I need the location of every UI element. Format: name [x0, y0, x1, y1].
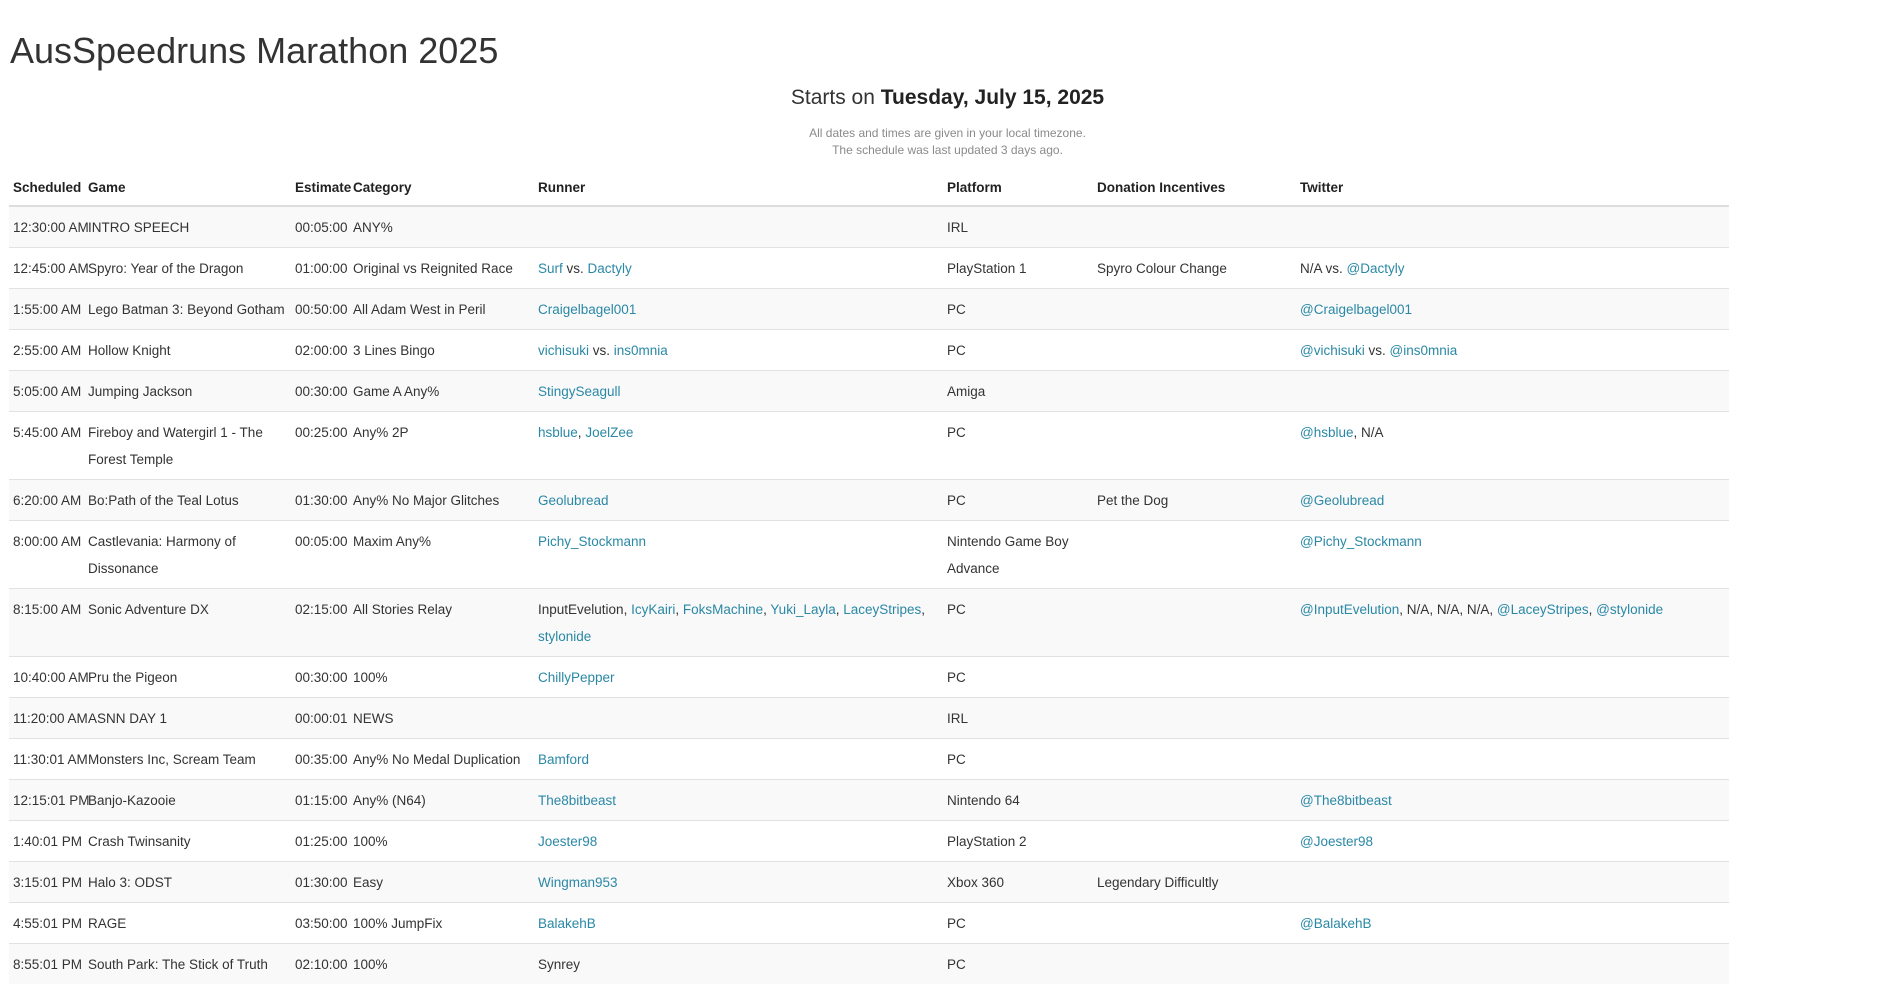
twitter-cell [1296, 480, 1729, 521]
game-cell: Pru the Pigeon [84, 657, 291, 698]
scheduled-cell: 8:00:00 AM [9, 521, 84, 589]
runner-cell [534, 248, 943, 289]
scheduled-cell: 12:30:00 AM [9, 206, 84, 248]
game-cell: Castlevania: Harmony of Dissonance [84, 521, 291, 589]
schedule-table [9, 172, 1729, 984]
table-row [9, 862, 1729, 903]
table-row [9, 739, 1729, 780]
scheduled-cell: 10:40:00 AM [9, 657, 84, 698]
estimate-cell: 00:05:00 [291, 206, 349, 248]
category-cell: Original vs Reignited Race [349, 248, 534, 289]
separator: vs. [589, 343, 614, 358]
twitter-handle-link[interactable]: @BalakehB [1300, 916, 1372, 931]
twitter-cell [1296, 698, 1729, 739]
runner-link[interactable]: vichisuki [538, 343, 589, 358]
table-row [9, 698, 1729, 739]
incentive-cell [1093, 330, 1296, 371]
scheduled-cell: 3:15:01 PM [9, 862, 84, 903]
runner-link[interactable]: FoksMachine [683, 602, 763, 617]
estimate-cell: 00:25:00 [291, 412, 349, 480]
runner-text: InputEvelution [538, 602, 624, 617]
runner-link[interactable]: Craigelbagel001 [538, 302, 636, 317]
platform-cell: Xbox 360 [943, 862, 1093, 903]
runner-cell [534, 903, 943, 944]
runner-link[interactable]: Bamford [538, 752, 589, 767]
twitter-cell [1296, 206, 1729, 248]
category-cell: 3 Lines Bingo [349, 330, 534, 371]
incentive-cell [1093, 521, 1296, 589]
twitter-cell [1296, 589, 1729, 657]
twitter-cell [1296, 821, 1729, 862]
category-cell: Any% 2P [349, 412, 534, 480]
game-cell: Bo:Path of the Teal Lotus [84, 480, 291, 521]
estimate-cell: 00:00:01 [291, 698, 349, 739]
twitter-cell [1296, 739, 1729, 780]
category-cell: Any% No Medal Duplication [349, 739, 534, 780]
twitter-cell [1296, 657, 1729, 698]
table-row [9, 780, 1729, 821]
twitter-handle-text: N/A [1361, 425, 1384, 440]
col-header-category[interactable]: Category [349, 172, 534, 206]
estimate-cell: 02:15:00 [291, 589, 349, 657]
twitter-handle-link[interactable]: @LaceyStripes [1497, 602, 1589, 617]
estimate-cell: 00:30:00 [291, 657, 349, 698]
table-row [9, 371, 1729, 412]
twitter-cell [1296, 248, 1729, 289]
table-row [9, 821, 1729, 862]
starts-prefix: Starts on [791, 86, 875, 109]
platform-cell: PC [943, 944, 1093, 984]
twitter-cell [1296, 371, 1729, 412]
twitter-cell [1296, 903, 1729, 944]
table-row [9, 944, 1729, 984]
incentive-cell [1093, 821, 1296, 862]
estimate-cell: 01:30:00 [291, 480, 349, 521]
runner-link[interactable]: Pichy_Stockmann [538, 534, 646, 549]
runner-cell [534, 862, 943, 903]
runner-cell [534, 206, 943, 248]
scheduled-cell: 1:55:00 AM [9, 289, 84, 330]
runner-link[interactable]: Dactyly [588, 261, 632, 276]
incentive-cell [1093, 371, 1296, 412]
twitter-handle-link[interactable]: @Craigelbagel001 [1300, 302, 1412, 317]
scheduled-cell: 11:30:01 AM [9, 739, 84, 780]
runner-cell [534, 589, 943, 657]
platform-cell: PC [943, 739, 1093, 780]
runner-link[interactable]: Geolubread [538, 493, 609, 508]
category-cell: All Stories Relay [349, 589, 534, 657]
table-row [9, 480, 1729, 521]
starts-date: Tuesday, July 15, 2025 [881, 86, 1104, 109]
separator: , [1589, 602, 1597, 617]
incentive-cell: Legendary Difficultly [1093, 862, 1296, 903]
timezone-note: All dates and times are given in your local timezone. [0, 125, 1895, 142]
table-row [9, 330, 1729, 371]
scheduled-cell: 2:55:00 AM [9, 330, 84, 371]
category-cell: 100% JumpFix [349, 903, 534, 944]
runner-link[interactable]: BalakehB [538, 916, 596, 931]
twitter-handle-link[interactable]: @InputEvelution [1300, 602, 1399, 617]
separator: , [1459, 602, 1467, 617]
scheduled-cell: 4:55:01 PM [9, 903, 84, 944]
runner-cell [534, 698, 943, 739]
platform-cell: Amiga [943, 371, 1093, 412]
twitter-cell [1296, 780, 1729, 821]
scheduled-cell: 5:05:00 AM [9, 371, 84, 412]
twitter-handle-link[interactable]: @ins0mnia [1389, 343, 1457, 358]
runner-cell [534, 412, 943, 480]
runner-cell [534, 371, 943, 412]
runner-link[interactable]: Surf [538, 261, 563, 276]
incentive-cell [1093, 944, 1296, 984]
incentive-cell [1093, 780, 1296, 821]
game-cell: Lego Batman 3: Beyond Gotham [84, 289, 291, 330]
incentive-cell [1093, 903, 1296, 944]
incentive-cell [1093, 698, 1296, 739]
separator: , [675, 602, 683, 617]
twitter-handle-link[interactable]: @Joester98 [1300, 834, 1373, 849]
platform-cell: PC [943, 903, 1093, 944]
start-date-banner [0, 86, 1895, 110]
runner-cell [534, 657, 943, 698]
scheduled-cell: 8:55:01 PM [9, 944, 84, 984]
runner-cell [534, 780, 943, 821]
separator: vs. [1322, 261, 1347, 276]
scheduled-cell: 1:40:01 PM [9, 821, 84, 862]
separator: , [836, 602, 844, 617]
col-header-twitter[interactable]: Twitter [1296, 172, 1729, 206]
scheduled-cell: 5:45:00 AM [9, 412, 84, 480]
platform-cell: PlayStation 2 [943, 821, 1093, 862]
twitter-handle-text: N/A [1467, 602, 1490, 617]
twitter-handle-text: N/A [1437, 602, 1460, 617]
twitter-cell [1296, 521, 1729, 589]
scheduled-cell: 12:45:00 AM [9, 248, 84, 289]
twitter-handle-link[interactable]: @stylonide [1596, 602, 1663, 617]
estimate-cell: 00:30:00 [291, 371, 349, 412]
incentive-cell [1093, 657, 1296, 698]
platform-cell: PC [943, 330, 1093, 371]
platform-cell: Nintendo 64 [943, 780, 1093, 821]
estimate-cell: 00:35:00 [291, 739, 349, 780]
runner-link[interactable]: Wingman953 [538, 875, 618, 890]
incentive-cell: Spyro Colour Change [1093, 248, 1296, 289]
twitter-cell [1296, 862, 1729, 903]
platform-cell: PC [943, 589, 1093, 657]
table-row [9, 248, 1729, 289]
twitter-handle-text: N/A [1300, 261, 1322, 276]
separator: vs. [1365, 343, 1390, 358]
scheduled-cell: 12:15:01 PM [9, 780, 84, 821]
incentive-cell [1093, 206, 1296, 248]
estimate-cell: 01:15:00 [291, 780, 349, 821]
col-header-estimate[interactable]: Estimate [291, 172, 349, 206]
category-cell: Easy [349, 862, 534, 903]
table-row [9, 657, 1729, 698]
page-title: AusSpeedruns Marathon 2025 [10, 30, 498, 72]
platform-cell: PC [943, 657, 1093, 698]
game-cell: South Park: The Stick of Truth [84, 944, 291, 984]
table-row [9, 589, 1729, 657]
incentive-cell [1093, 412, 1296, 480]
platform-cell: PC [943, 412, 1093, 480]
game-cell: Banjo-Kazooie [84, 780, 291, 821]
runner-cell [534, 821, 943, 862]
twitter-handle-link[interactable]: @Pichy_Stockmann [1300, 534, 1422, 549]
incentive-cell [1093, 289, 1296, 330]
table-header-row [9, 172, 1729, 206]
game-cell: Spyro: Year of the Dragon [84, 248, 291, 289]
runner-link[interactable]: Joester98 [538, 834, 597, 849]
game-cell: Crash Twinsanity [84, 821, 291, 862]
estimate-cell: 03:50:00 [291, 903, 349, 944]
separator: , [1489, 602, 1497, 617]
separator: , [1354, 425, 1362, 440]
category-cell: Any% (N64) [349, 780, 534, 821]
game-cell: Halo 3: ODST [84, 862, 291, 903]
runner-link[interactable]: JoelZee [585, 425, 633, 440]
runner-cell [534, 289, 943, 330]
category-cell: 100% [349, 944, 534, 984]
category-cell: Game A Any% [349, 371, 534, 412]
twitter-handle-text: N/A [1407, 602, 1430, 617]
runner-link[interactable]: StingySeagull [538, 384, 621, 399]
category-cell: 100% [349, 657, 534, 698]
separator: , [763, 602, 770, 617]
col-header-donation-incentives[interactable]: Donation Incentives [1093, 172, 1296, 206]
twitter-cell [1296, 330, 1729, 371]
category-cell: All Adam West in Peril [349, 289, 534, 330]
game-cell: RAGE [84, 903, 291, 944]
runner-cell [534, 480, 943, 521]
game-cell: Sonic Adventure DX [84, 589, 291, 657]
platform-cell: IRL [943, 206, 1093, 248]
runner-link[interactable]: ChillyPepper [538, 670, 615, 685]
platform-cell: IRL [943, 698, 1093, 739]
twitter-handle-link[interactable]: @vichisuki [1300, 343, 1365, 358]
runner-cell [534, 521, 943, 589]
game-cell: Monsters Inc, Scream Team [84, 739, 291, 780]
category-cell: Maxim Any% [349, 521, 534, 589]
col-header-runner[interactable]: Runner [534, 172, 943, 206]
separator: vs. [563, 261, 588, 276]
runner-link[interactable]: The8bitbeast [538, 793, 616, 808]
game-cell: Hollow Knight [84, 330, 291, 371]
platform-cell: Nintendo Game Boy Advance [943, 521, 1093, 589]
game-cell: ASNN DAY 1 [84, 698, 291, 739]
category-cell: ANY% [349, 206, 534, 248]
twitter-cell [1296, 412, 1729, 480]
runner-cell [534, 330, 943, 371]
twitter-handle-link[interactable]: @The8bitbeast [1300, 793, 1392, 808]
game-cell: INTRO SPEECH [84, 206, 291, 248]
estimate-cell: 01:30:00 [291, 862, 349, 903]
runner-cell [534, 944, 943, 984]
table-row [9, 206, 1729, 248]
schedule-notes [0, 125, 1895, 159]
scheduled-cell: 8:15:00 AM [9, 589, 84, 657]
separator: , [578, 425, 586, 440]
twitter-cell [1296, 944, 1729, 984]
runner-link[interactable]: LaceyStripes [843, 602, 921, 617]
estimate-cell: 00:05:00 [291, 521, 349, 589]
scheduled-cell: 6:20:00 AM [9, 480, 84, 521]
table-row [9, 412, 1729, 480]
table-row [9, 521, 1729, 589]
runner-link[interactable]: hsblue [538, 425, 578, 440]
platform-cell: PC [943, 480, 1093, 521]
runner-cell [534, 739, 943, 780]
platform-cell: PlayStation 1 [943, 248, 1093, 289]
twitter-handle-link[interactable]: @Geolubread [1300, 493, 1384, 508]
category-cell: NEWS [349, 698, 534, 739]
schedule-table-body [9, 206, 1729, 984]
estimate-cell: 01:00:00 [291, 248, 349, 289]
platform-cell: PC [943, 289, 1093, 330]
runner-link[interactable]: Yuki_Layla [770, 602, 835, 617]
game-cell: Fireboy and Watergirl 1 - The Forest Temple [84, 412, 291, 480]
runner-link[interactable]: IcyKairi [631, 602, 675, 617]
scheduled-cell: 11:20:00 AM [9, 698, 84, 739]
updated-note: The schedule was last updated 3 days ago. [0, 142, 1895, 159]
incentive-cell [1093, 739, 1296, 780]
estimate-cell: 01:25:00 [291, 821, 349, 862]
twitter-cell [1296, 289, 1729, 330]
col-header-game[interactable]: Game [84, 172, 291, 206]
game-cell: Jumping Jackson [84, 371, 291, 412]
twitter-handle-link[interactable]: @hsblue [1300, 425, 1354, 440]
twitter-handle-link[interactable]: @Dactyly [1347, 261, 1405, 276]
estimate-cell: 00:50:00 [291, 289, 349, 330]
estimate-cell: 02:00:00 [291, 330, 349, 371]
col-header-platform[interactable]: Platform [943, 172, 1093, 206]
table-row [9, 903, 1729, 944]
runner-text: Synrey [538, 957, 580, 972]
separator: , [921, 602, 925, 617]
incentive-cell: Pet the Dog [1093, 480, 1296, 521]
runner-link[interactable]: stylonide [538, 629, 591, 644]
category-cell: 100% [349, 821, 534, 862]
separator: , [1429, 602, 1437, 617]
runner-link[interactable]: ins0mnia [614, 343, 668, 358]
separator: , [624, 602, 632, 617]
estimate-cell: 02:10:00 [291, 944, 349, 984]
incentive-cell [1093, 589, 1296, 657]
separator: , [1399, 602, 1407, 617]
table-row [9, 289, 1729, 330]
col-header-scheduled[interactable]: Scheduled [9, 172, 84, 206]
category-cell: Any% No Major Glitches [349, 480, 534, 521]
